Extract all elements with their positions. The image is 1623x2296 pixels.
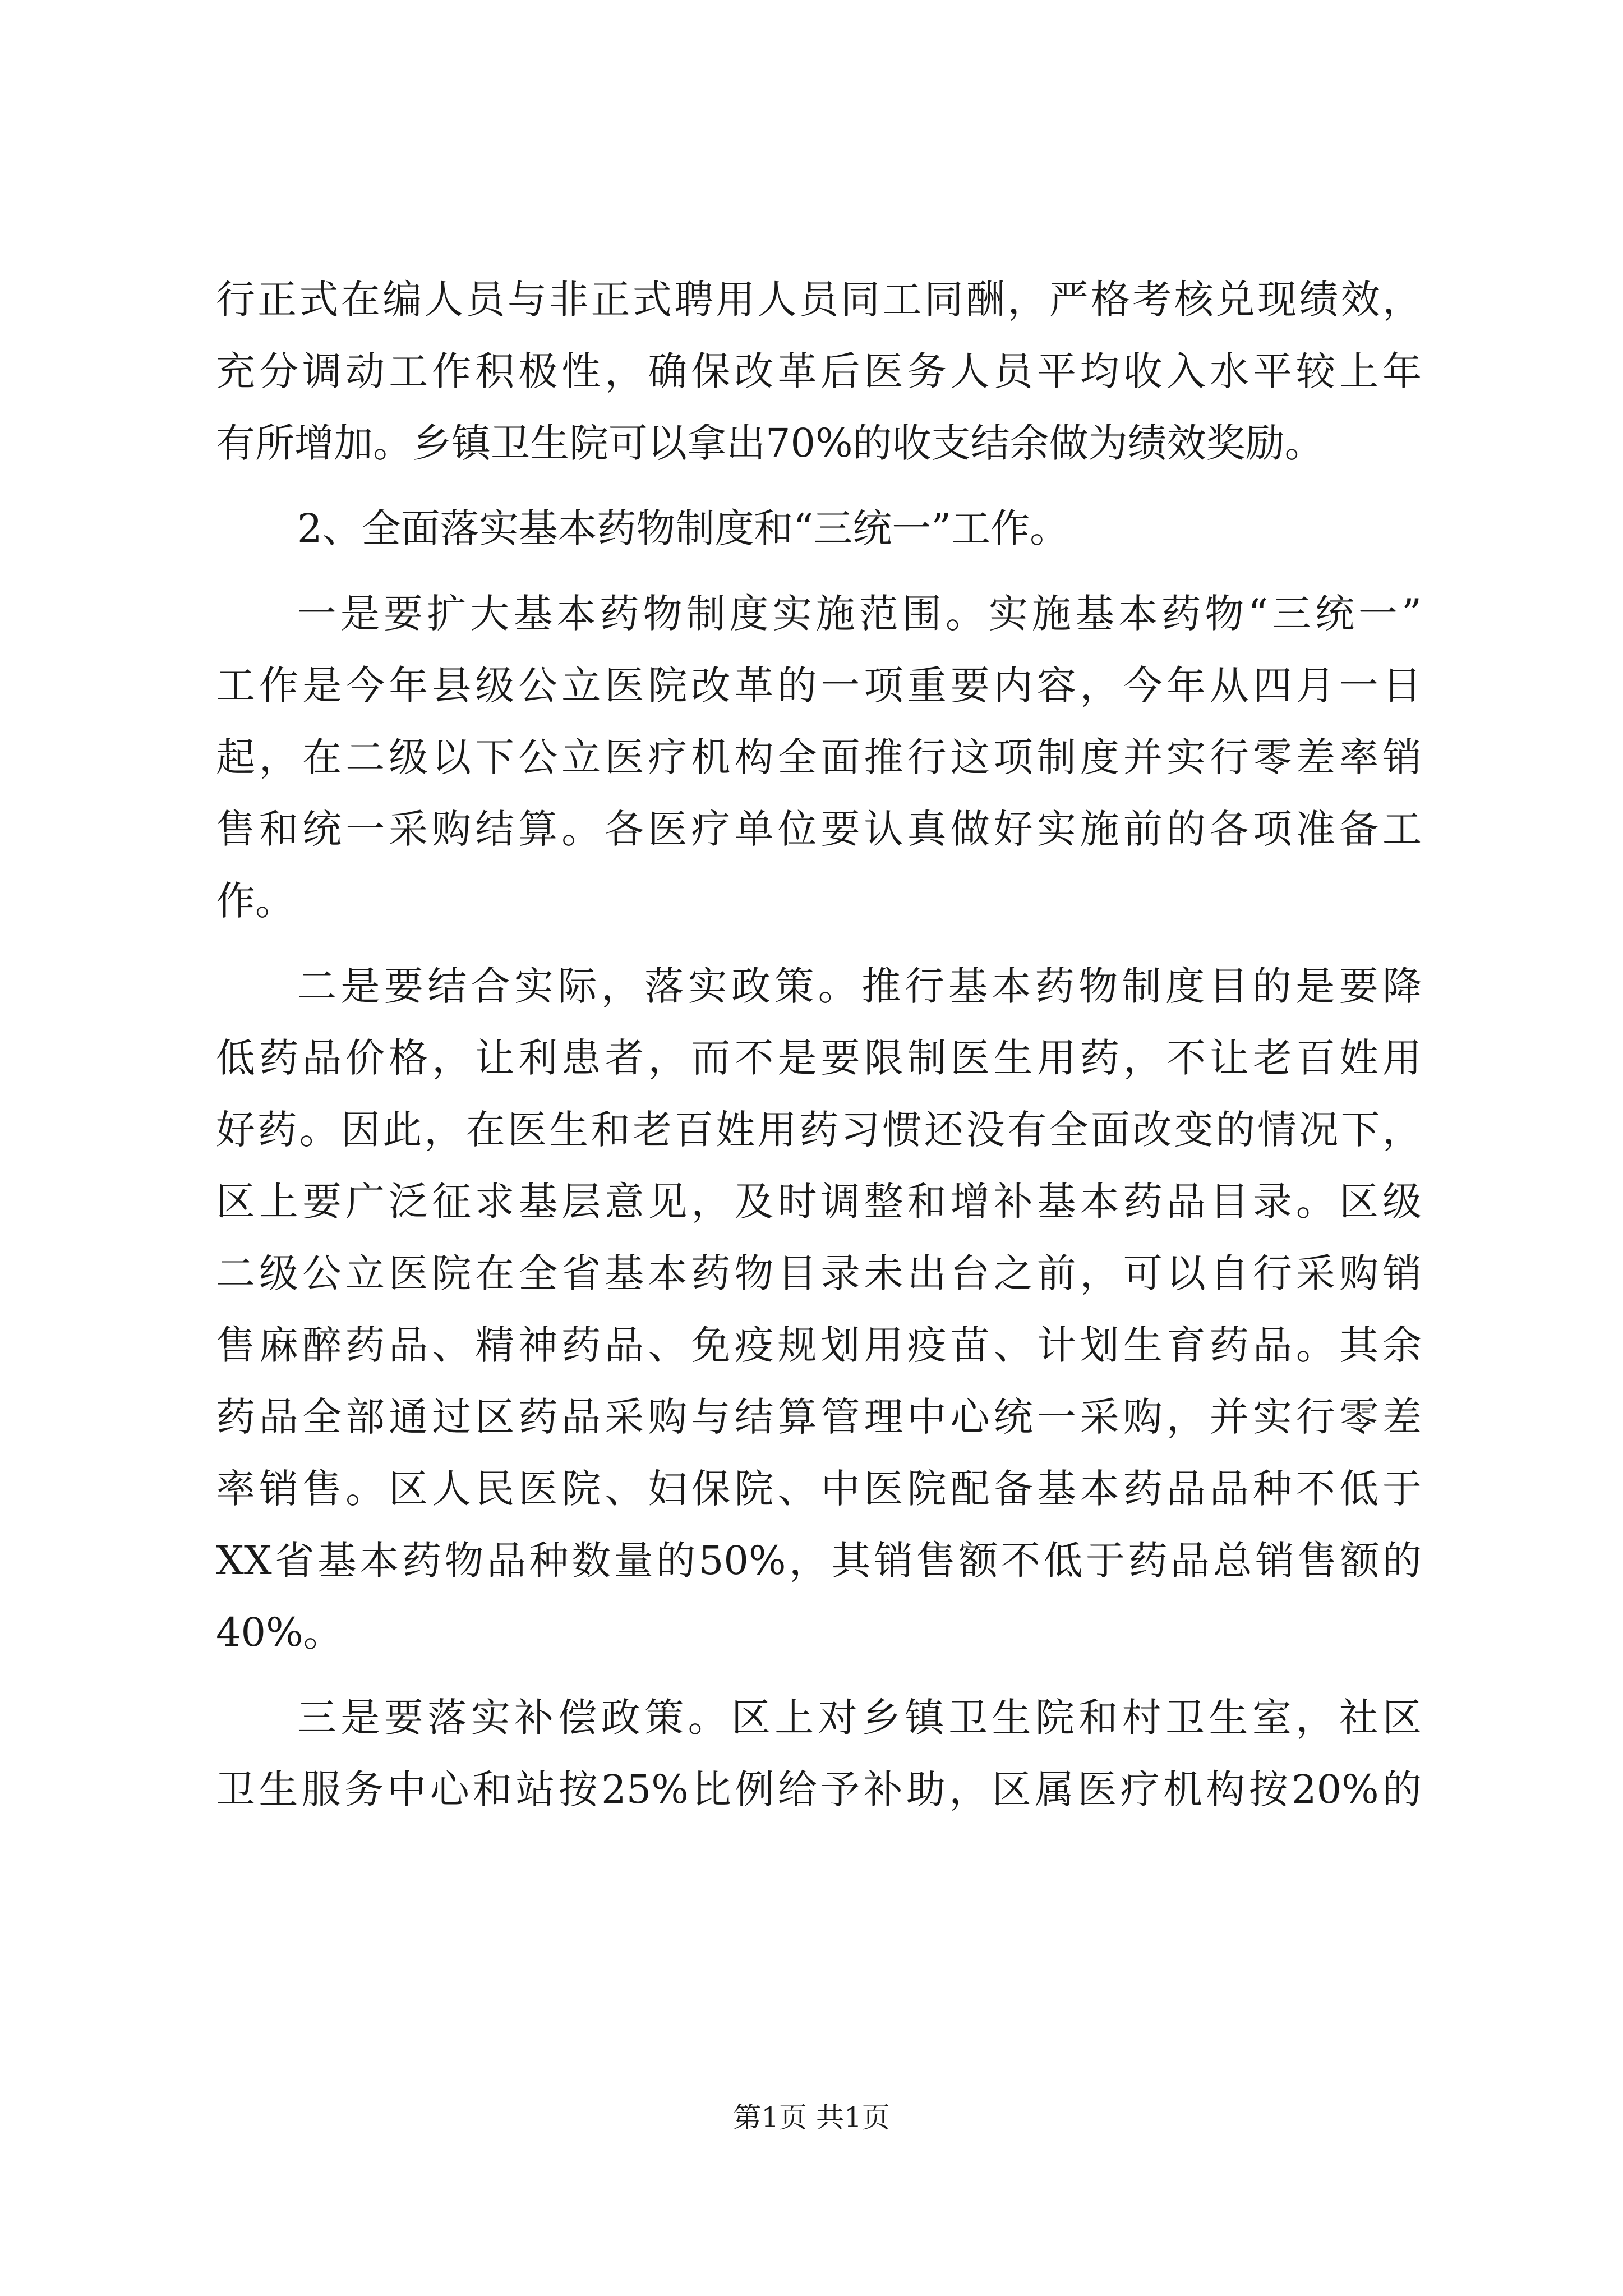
paragraph-3 [216, 578, 1422, 937]
text-line: 好药。因此，在医生和老百姓用药习惯还没有全面改变的情况下， [216, 1107, 1422, 1153]
text-line: XX省基本药物品种数量的50%，其销售额不低于药品总销售额的 [216, 1538, 1422, 1584]
document-body [216, 264, 1422, 1825]
text-line: 二是要结合实际，落实政策。推行基本药物制度目的是要降 [297, 963, 1422, 1009]
text-line: 2、全面落实基本药物制度和“三统一”工作。 [297, 505, 1069, 551]
text-line: 行正式在编人员与非正式聘用人员同工同酬，严格考核兑现绩效， [216, 277, 1422, 323]
text-line: 区上要广泛征求基层意见，及时调整和增补基本药品目录。区级 [216, 1179, 1422, 1225]
text-line: 充分调动工作积极性，确保改革后医务人员平均收入水平较上年 [216, 348, 1422, 394]
text-line: 售和统一采购结算。各医疗单位要认真做好实施前的各项准备工 [216, 806, 1422, 852]
text-line: 率销售。区人民医院、妇保院、中医院配备基本药品品种不低于 [216, 1466, 1422, 1512]
text-line: 二级公立医院在全省基本药物目录未出台之前，可以自行采购销 [216, 1250, 1422, 1296]
text-line: 一是要扩大基本药物制度实施范围。实施基本药物“三统一” [297, 591, 1422, 637]
text-line: 售麻醉药品、精神药品、免疫规划用疫苗、计划生育药品。其余 [216, 1322, 1422, 1368]
paragraph-4 [216, 950, 1422, 1668]
text-line: 三是要落实补偿政策。区上对乡镇卫生院和村卫生室，社区 [297, 1695, 1422, 1741]
text-line: 工作是今年县级公立医院改革的一项重要内容，今年从四月一日 [216, 662, 1422, 708]
section-heading [216, 493, 1422, 564]
text-line: 起，在二级以下公立医疗机构全面推行这项制度并实行零差率销 [216, 734, 1422, 780]
page-footer: 第1页 共1页 [733, 2101, 890, 2134]
text-line: 有所增加。乡镇卫生院可以拿出70%的收支结余做为绩效奖励。 [216, 420, 1324, 466]
text-line: 低药品价格，让利患者，而不是要限制医生用药，不让老百姓用 [216, 1035, 1422, 1081]
text-line: 药品全部通过区药品采购与结算管理中心统一采购，并实行零差 [216, 1394, 1422, 1440]
text-line: 卫生服务中心和站按25%比例给予补助，区属医疗机构按20%的 [216, 1766, 1422, 1812]
text-line: 作。 [216, 878, 294, 924]
paragraph-5 [216, 1682, 1422, 1825]
text-line: 40%。 [216, 1609, 343, 1655]
paragraph-1 [216, 264, 1422, 479]
